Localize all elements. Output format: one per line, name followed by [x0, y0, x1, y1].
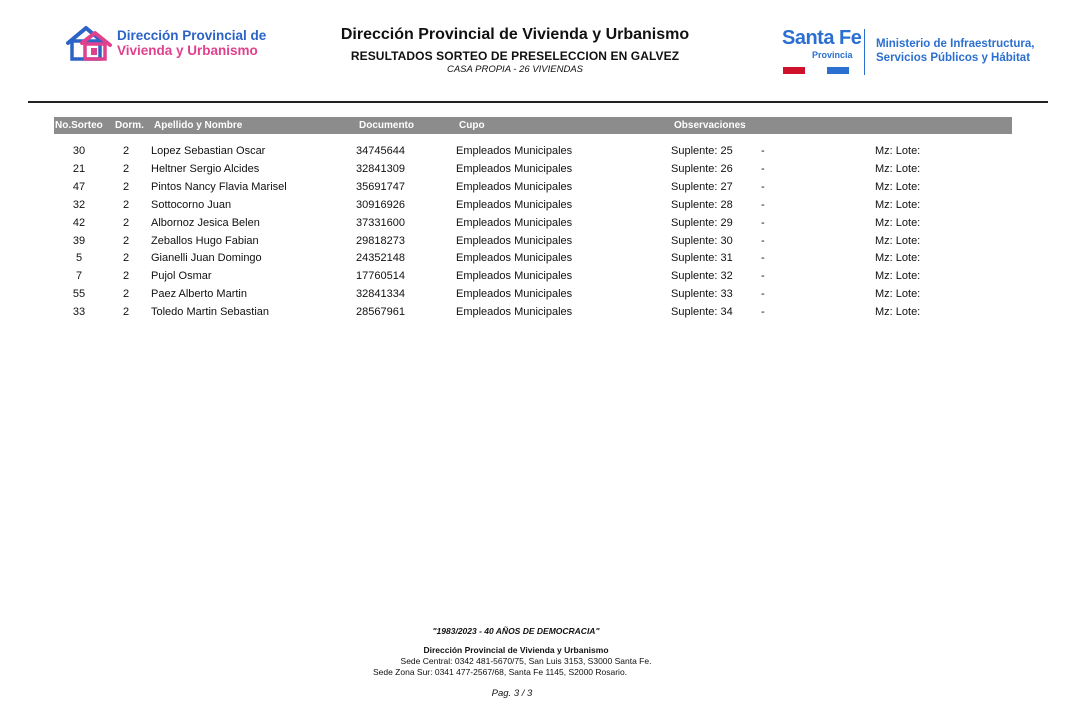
- cell-nombre: Toledo Martin Sebastian: [151, 306, 270, 319]
- cell-documento: 29818273: [356, 234, 405, 247]
- cell-cupo: Empleados Municipales: [456, 252, 573, 265]
- col-documento: Documento: [359, 120, 414, 131]
- document-header: [300, 26, 730, 75]
- footer-motto: "1983/2023 - 40 AÑOS DE DEMOCRACIA": [432, 626, 600, 636]
- cell-observaciones: Suplente: 29: [671, 216, 733, 229]
- cell-documento: 35691747: [356, 180, 405, 193]
- cell-dash: -: [761, 145, 765, 157]
- table-header: [54, 117, 1012, 134]
- cell-observaciones: Suplente: 34: [671, 306, 733, 319]
- cell-documento: 32841334: [356, 288, 405, 301]
- cell-nombre: Paez Alberto Martin: [151, 288, 247, 301]
- cell-documento: 34745644: [356, 145, 405, 157]
- cell-nombre: Sottocorno Juan: [151, 198, 232, 211]
- house-icon: [64, 24, 114, 62]
- cell-documento: 24352148: [356, 252, 405, 265]
- cell-sorteo: 21: [72, 162, 86, 175]
- cell-nombre: Gianelli Juan Domingo: [151, 252, 262, 265]
- page-title: Dirección Provincial de Vivienda y Urbanismo: [340, 26, 690, 43]
- cell-cupo: Empleados Municipales: [456, 162, 573, 175]
- cell-dorm: 2: [122, 270, 130, 283]
- cell-dorm: 2: [122, 180, 130, 193]
- santa-fe-logo: [780, 27, 1035, 79]
- cell-dash: -: [761, 288, 765, 301]
- cell-cupo: Empleados Municipales: [456, 198, 573, 211]
- cell-dorm: 2: [122, 198, 130, 211]
- table-row: [0, 163, 1066, 181]
- cell-dash: -: [761, 270, 765, 283]
- cell-dorm: 2: [122, 145, 130, 157]
- table-row: [0, 145, 1066, 163]
- table-row: [0, 306, 1066, 324]
- ministry-line-2: Servicios Públicos y Hábitat: [876, 52, 1031, 64]
- cell-dash: -: [761, 306, 765, 319]
- cell-sorteo: 5: [75, 252, 83, 265]
- table-row: [0, 270, 1066, 288]
- cell-nombre: Zeballos Hugo Fabian: [151, 234, 259, 247]
- logo-separator: [864, 29, 865, 75]
- cell-dash: -: [761, 162, 765, 175]
- table-row: [0, 217, 1066, 235]
- dpvu-logo: [64, 24, 274, 64]
- footer-org: Dirección Provincial de Vivienda y Urbanismo: [423, 645, 609, 655]
- cell-documento: 30916926: [356, 198, 405, 211]
- cell-dorm: 2: [122, 288, 130, 301]
- flag-bar-red: [783, 67, 805, 74]
- cell-cupo: Empleados Municipales: [456, 216, 573, 229]
- cell-cupo: Empleados Municipales: [456, 270, 573, 283]
- col-sorteo: No.Sorteo: [55, 120, 103, 131]
- cell-sorteo: 30: [72, 145, 86, 157]
- cell-mz-lote: Mz: Lote:: [875, 270, 921, 283]
- cell-cupo: Empleados Municipales: [456, 180, 573, 193]
- cell-dash: -: [761, 180, 765, 193]
- cell-observaciones: Suplente: 33: [671, 288, 733, 301]
- table-row: [0, 288, 1066, 306]
- cell-sorteo: 32: [72, 198, 86, 211]
- cell-dorm: 2: [122, 306, 130, 319]
- santa-fe-name: Santa Fe: [782, 27, 862, 49]
- cell-observaciones: Suplente: 32: [671, 270, 733, 283]
- page-number: Pag. 3 / 3: [491, 688, 533, 699]
- cell-mz-lote: Mz: Lote:: [875, 234, 921, 247]
- cell-sorteo: 7: [75, 270, 83, 283]
- cell-documento: 17760514: [356, 270, 405, 283]
- footer-sede-sur: Sede Zona Sur: 0341 477-2567/68, Santa Fe 1145, S2000 Rosario.: [372, 667, 628, 677]
- cell-dorm: 2: [122, 216, 130, 229]
- table-row: [0, 181, 1066, 199]
- cell-mz-lote: Mz: Lote:: [875, 198, 921, 211]
- col-cupo: Cupo: [459, 120, 485, 131]
- cell-observaciones: Suplente: 26: [671, 162, 733, 175]
- flag-bar-blue: [827, 67, 849, 74]
- cell-mz-lote: Mz: Lote:: [875, 306, 921, 319]
- col-observaciones: Observaciones: [674, 120, 746, 131]
- cell-mz-lote: Mz: Lote:: [875, 180, 921, 193]
- cell-sorteo: 47: [72, 180, 86, 193]
- table-row: [0, 252, 1066, 270]
- table-row: [0, 235, 1066, 253]
- cell-nombre: Pintos Nancy Flavia Marisel: [151, 180, 287, 193]
- cell-dash: -: [761, 234, 765, 247]
- cell-mz-lote: Mz: Lote:: [875, 216, 921, 229]
- cell-sorteo: 33: [72, 306, 86, 319]
- cell-documento: 37331600: [356, 216, 405, 229]
- cell-cupo: Empleados Municipales: [456, 234, 573, 247]
- cell-dorm: 2: [122, 162, 130, 175]
- cell-observaciones: Suplente: 30: [671, 234, 733, 247]
- cell-observaciones: Suplente: 27: [671, 180, 733, 193]
- page-subtitle-2: CASA PROPIA - 26 VIVIENDAS: [446, 64, 584, 75]
- footer-sede-central: Sede Central: 0342 481-5670/75, San Luis 3153, S3000 Santa Fe.: [400, 656, 652, 666]
- cell-mz-lote: Mz: Lote:: [875, 145, 921, 157]
- col-dorm: Dorm.: [115, 120, 144, 131]
- header-divider: [28, 101, 1048, 103]
- cell-cupo: Empleados Municipales: [456, 145, 573, 157]
- santa-fe-provincia: Provincia: [812, 50, 853, 60]
- table-row: [0, 199, 1066, 217]
- cell-documento: 32841309: [356, 162, 405, 175]
- cell-nombre: Albornoz Jesica Belen: [151, 216, 260, 229]
- cell-dash: -: [761, 198, 765, 211]
- cell-nombre: Heltner Sergio Alcides: [151, 162, 260, 175]
- cell-dorm: 2: [122, 234, 130, 247]
- cell-mz-lote: Mz: Lote:: [875, 288, 921, 301]
- col-nombre: Apellido y Nombre: [154, 120, 243, 131]
- cell-mz-lote: Mz: Lote:: [875, 252, 921, 265]
- cell-observaciones: Suplente: 31: [671, 252, 733, 265]
- cell-observaciones: Suplente: 25: [671, 145, 733, 157]
- cell-cupo: Empleados Municipales: [456, 306, 573, 319]
- cell-dash: -: [761, 216, 765, 229]
- ministry-line-1: Ministerio de Infraestructura,: [876, 38, 1035, 50]
- cell-sorteo: 55: [72, 288, 86, 301]
- cell-dash: -: [761, 252, 765, 265]
- cell-observaciones: Suplente: 28: [671, 198, 733, 211]
- cell-mz-lote: Mz: Lote:: [875, 162, 921, 175]
- cell-nombre: Lopez Sebastian Oscar: [151, 145, 266, 157]
- cell-nombre: Pujol Osmar: [151, 270, 212, 283]
- cell-sorteo: 42: [72, 216, 86, 229]
- page-subtitle: RESULTADOS SORTEO DE PRESELECCION EN GALVEZ: [350, 49, 680, 63]
- cell-cupo: Empleados Municipales: [456, 288, 573, 301]
- cell-documento: 28567961: [356, 306, 405, 319]
- cell-sorteo: 39: [72, 234, 86, 247]
- logo-line-2: Vivienda y Urbanismo: [117, 43, 258, 58]
- logo-line-1: Dirección Provincial de: [117, 28, 267, 43]
- cell-dorm: 2: [122, 252, 130, 265]
